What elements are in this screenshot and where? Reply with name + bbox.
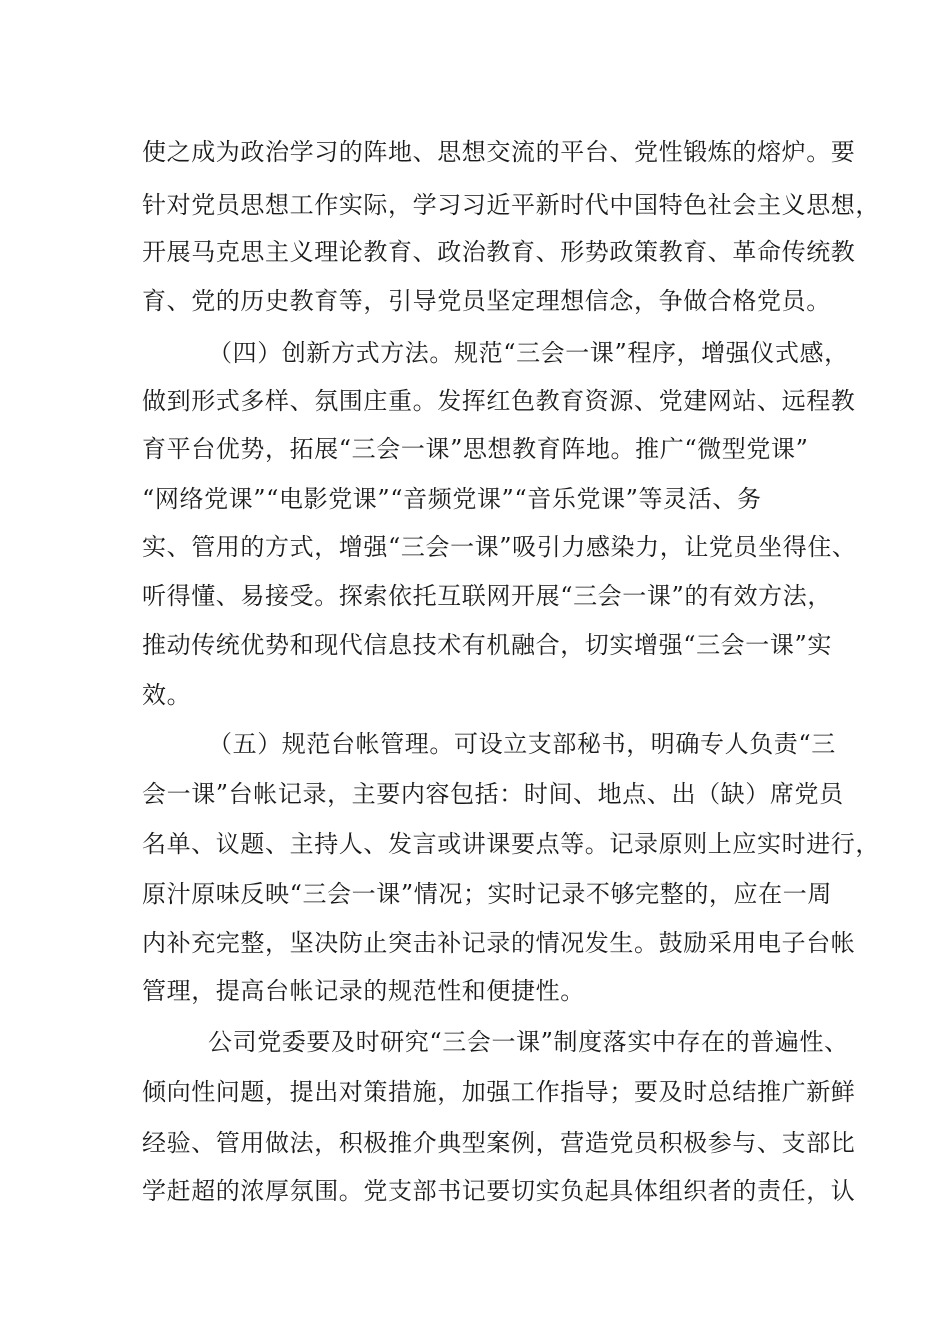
text-line: 针对党员思想工作实际，学习习近平新时代中国特色社会主义思想， xyxy=(142,191,880,219)
text-line: “网络党课”“电影党课”“音频党课”“音乐党课”等灵活、务 xyxy=(142,485,762,513)
text-line: 会一课”台帐记录，主要内容包括：时间、地点、出（缺）席党员 xyxy=(142,780,844,808)
text-line: 学赶超的浓厚氛围。党支部书记要切实负起具体组织者的责任，认 xyxy=(142,1177,856,1205)
text-line: 管理，提高台帐记录的规范性和便捷性。 xyxy=(142,977,585,1005)
text-line: 实、管用的方式，增强“三会一课”吸引力感染力，让党员坐得住、 xyxy=(142,533,857,561)
text-line: 听得懂、易接受。探索依托互联网开展“三会一课”的有效方法， xyxy=(142,582,832,610)
text-line: 育平台优势，拓展“三会一课”思想教育阵地。推广“微型党课” xyxy=(142,435,809,463)
paragraph-heading-4: （四）创新方式方法。规范“三会一课”程序，增强仪式感， xyxy=(208,339,849,367)
paragraph-start: 公司党委要及时研究“三会一课”制度落实中存在的普遍性、 xyxy=(208,1028,849,1056)
text-line: 效。 xyxy=(142,681,192,709)
text-line: 经验、管用做法，积极推介典型案例，营造党员积极参与、支部比 xyxy=(142,1129,856,1157)
text-line: 原汁原味反映“三会一课”情况；实时记录不够完整的，应在一周 xyxy=(142,880,832,908)
text-line: 使之成为政治学习的阵地、思想交流的平台、党性锻炼的熔炉。要 xyxy=(142,138,856,166)
text-line: 倾向性问题，提出对策措施，加强工作指导；要及时总结推广新鲜 xyxy=(142,1078,856,1106)
text-line: 育、党的历史教育等，引导党员坚定理想信念，争做合格党员。 xyxy=(142,287,831,315)
paragraph-heading-5: （五）规范台帐管理。可设立支部秘书，明确专人负责“三 xyxy=(208,730,836,758)
text-line: 推动传统优势和现代信息技术有机融合，切实增强“三会一课”实 xyxy=(142,631,832,659)
text-line: 名单、议题、主持人、发言或讲课要点等。记录原则上应实时进行， xyxy=(142,830,880,858)
text-line: 做到形式多样、氛围庄重。发挥红色教育资源、党建网站、远程教 xyxy=(142,387,856,415)
text-line: 开展马克思主义理论教育、政治教育、形势政策教育、革命传统教 xyxy=(142,238,856,266)
text-line: 内补充完整，坚决防止突击补记录的情况发生。鼓励采用电子台帐 xyxy=(142,929,856,957)
